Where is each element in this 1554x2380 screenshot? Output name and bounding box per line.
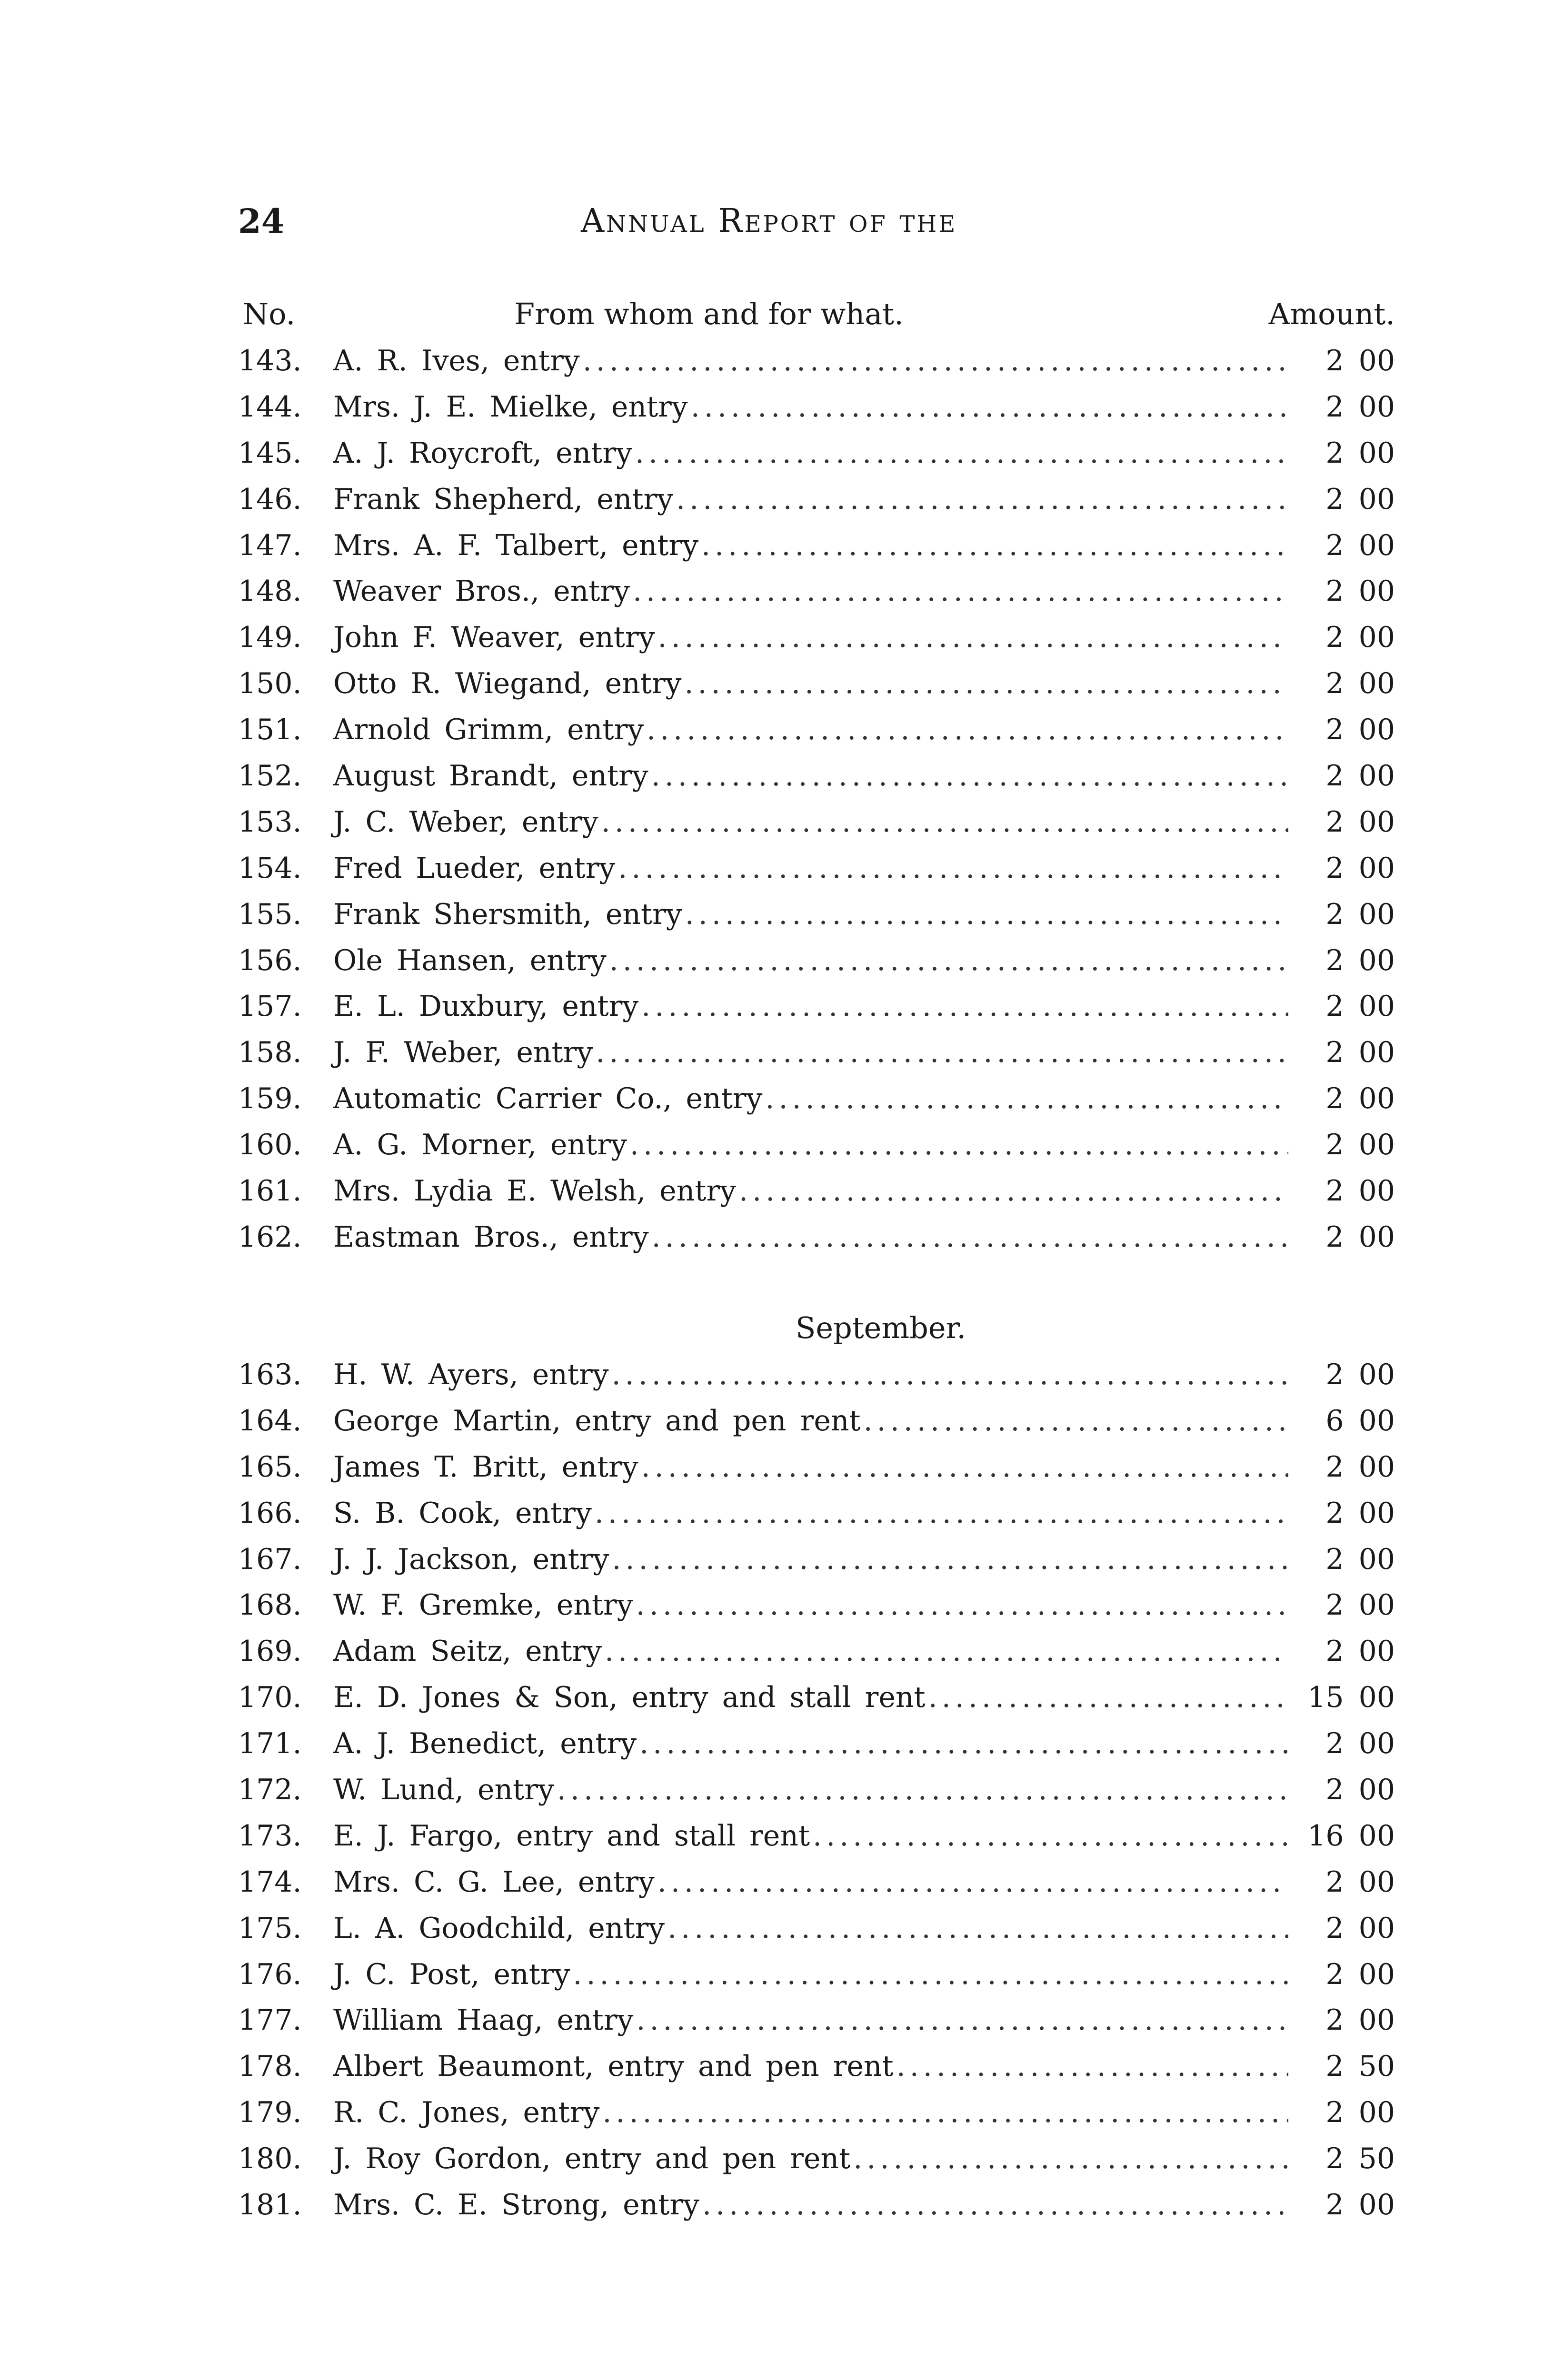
entry-row — [238, 523, 1395, 569]
section-heading: September. — [795, 1310, 966, 1345]
entry-number: 156. — [238, 943, 302, 977]
entry-amount: 2 50 — [1325, 2050, 1395, 2083]
entry-description: Adam Seitz, entry — [333, 1635, 602, 1668]
entry-row — [238, 1997, 1395, 2043]
entry-row — [238, 1952, 1395, 1998]
entry-row — [238, 476, 1395, 523]
entry-amount: 2 00 — [1325, 1174, 1395, 1208]
dot-leader — [651, 753, 1288, 799]
entry-row — [238, 1859, 1395, 1905]
entries-list-before — [238, 338, 1395, 1260]
dot-leader — [633, 568, 1288, 615]
entry-amount: 2 00 — [1325, 621, 1395, 654]
entry-amount: 2 00 — [1325, 390, 1395, 424]
entry-number: 154. — [238, 851, 302, 885]
entry-description: Frank Shersmith, entry — [333, 897, 682, 931]
entry-number: 153. — [238, 805, 302, 839]
dot-leader — [928, 1675, 1288, 1721]
entry-number: 159. — [238, 1082, 302, 1116]
entry-description: J. J. Jackson, entry — [333, 1542, 609, 1576]
dot-leader — [667, 1905, 1288, 1952]
entry-row — [238, 845, 1395, 892]
entry-number: 147. — [238, 528, 302, 562]
entry-description: Albert Beaumont, entry and pen rent — [333, 2050, 894, 2083]
dot-leader — [813, 1813, 1288, 1859]
entry-amount: 2 50 — [1325, 2142, 1395, 2176]
entry-amount: 2 00 — [1325, 805, 1395, 839]
entry-number: 170. — [238, 1681, 302, 1715]
dot-leader — [897, 2043, 1288, 2090]
entry-number: 160. — [238, 1128, 302, 1162]
entry-description: H. W. Ayers, entry — [333, 1358, 609, 1391]
column-header-row — [238, 290, 1395, 338]
column-header-no: No. — [243, 297, 296, 331]
running-title: Annual Report of the — [581, 202, 957, 240]
entry-row — [238, 338, 1395, 384]
entry-amount: 2 00 — [1325, 528, 1395, 562]
entry-description: Mrs. J. E. Mielke, entry — [333, 390, 688, 424]
entry-description: John F. Weaver, entry — [333, 621, 655, 654]
entry-amount: 2 00 — [1325, 575, 1395, 608]
entry-amount: 2 00 — [1325, 344, 1395, 377]
entry-description: Mrs. A. F. Talbert, entry — [333, 528, 698, 562]
entry-description: J. C. Weber, entry — [333, 805, 598, 839]
entry-number: 169. — [238, 1635, 302, 1668]
entry-amount: 2 00 — [1325, 759, 1395, 793]
dot-leader — [701, 523, 1288, 569]
column-header-description: From whom and for what. — [514, 297, 904, 331]
entry-amount: 2 00 — [1325, 897, 1395, 931]
entry-row — [238, 1813, 1395, 1859]
entry-amount: 16 00 — [1307, 1819, 1395, 1853]
entry-row — [238, 983, 1395, 1030]
dot-leader — [557, 1767, 1288, 1813]
entry-description: W. F. Gremke, entry — [333, 1588, 633, 1622]
entry-row — [238, 1030, 1395, 1076]
entry-description: L. A. Goodchild, entry — [333, 1911, 665, 1945]
entry-row — [238, 1582, 1395, 1628]
entry-number: 167. — [238, 1542, 302, 1576]
entry-row — [238, 615, 1395, 661]
entry-description: J. Roy Gordon, entry and pen rent — [333, 2142, 851, 2176]
entry-row — [238, 2182, 1395, 2228]
entry-row — [238, 1721, 1395, 1767]
entry-description: Mrs. Lydia E. Welsh, entry — [333, 1174, 737, 1208]
entry-number: 145. — [238, 436, 302, 470]
dot-leader — [685, 892, 1288, 938]
entry-row — [238, 1352, 1395, 1398]
entry-row — [238, 1537, 1395, 1583]
entry-number: 151. — [238, 713, 302, 747]
entry-amount: 2 00 — [1325, 1542, 1395, 1576]
dot-leader — [641, 983, 1288, 1030]
dot-leader — [609, 938, 1288, 984]
dot-leader — [573, 1952, 1288, 1998]
dot-leader — [635, 430, 1288, 476]
entry-description: A. J. Roycroft, entry — [333, 436, 632, 470]
entry-amount: 2 00 — [1325, 482, 1395, 516]
entry-description: E. L. Duxbury, entry — [333, 990, 639, 1023]
entry-row — [238, 1490, 1395, 1537]
column-header-amount: Amount. — [1268, 297, 1395, 331]
dot-leader — [595, 1490, 1288, 1537]
entry-number: 179. — [238, 2096, 302, 2130]
dot-leader — [658, 615, 1289, 661]
entry-number: 146. — [238, 482, 302, 516]
entry-amount: 2 00 — [1325, 1036, 1395, 1070]
entry-amount: 2 00 — [1325, 1727, 1395, 1761]
entry-row — [238, 892, 1395, 938]
entry-number: 178. — [238, 2050, 302, 2083]
entry-amount: 2 00 — [1325, 1082, 1395, 1116]
dot-leader — [691, 384, 1288, 430]
dot-leader — [636, 1997, 1288, 2043]
dot-leader — [636, 1582, 1288, 1628]
entry-row — [238, 568, 1395, 615]
entry-description: A. J. Benedict, entry — [333, 1727, 637, 1761]
entry-number: 181. — [238, 2188, 302, 2222]
entry-description: Ole Hansen, entry — [333, 943, 607, 977]
entry-description: Weaver Bros., entry — [333, 575, 630, 608]
entry-row — [238, 938, 1395, 984]
entry-amount: 2 00 — [1325, 990, 1395, 1023]
entry-description: E. J. Fargo, entry and stall rent — [333, 1819, 810, 1853]
entry-amount: 2 00 — [1325, 2188, 1395, 2222]
dot-leader — [684, 661, 1288, 707]
entry-amount: 2 00 — [1325, 713, 1395, 747]
entry-amount: 2 00 — [1325, 1128, 1395, 1162]
dot-leader — [853, 2136, 1288, 2182]
entry-number: 175. — [238, 1911, 302, 1945]
entry-amount: 2 00 — [1325, 851, 1395, 885]
entry-row — [238, 753, 1395, 799]
dot-leader — [596, 1030, 1288, 1076]
entry-number: 150. — [238, 667, 302, 701]
entry-description: August Brandt, entry — [333, 759, 648, 793]
dot-leader — [652, 1214, 1288, 1260]
entry-number: 172. — [238, 1773, 302, 1807]
entry-description: A. G. Morner, entry — [333, 1128, 627, 1162]
entry-description: Eastman Bros., entry — [333, 1220, 649, 1254]
entry-row — [238, 707, 1395, 753]
entry-row — [238, 1675, 1395, 1721]
dot-leader — [605, 1628, 1288, 1675]
entry-number: 157. — [238, 990, 302, 1023]
dot-leader — [601, 799, 1288, 845]
dot-leader — [641, 1444, 1288, 1490]
entry-amount: 2 00 — [1325, 1957, 1395, 1991]
dot-leader — [739, 1168, 1288, 1214]
dot-leader — [702, 2182, 1288, 2228]
entry-description: E. D. Jones & Son, entry and stall rent — [333, 1681, 926, 1715]
entry-amount: 2 00 — [1325, 1358, 1395, 1391]
entry-row — [238, 1444, 1395, 1490]
dot-leader — [639, 1721, 1288, 1767]
entry-description: A. R. Ives, entry — [333, 344, 580, 377]
dot-leader — [676, 476, 1288, 523]
entry-amount: 2 00 — [1325, 1635, 1395, 1668]
entry-number: 180. — [238, 2142, 302, 2176]
entry-number: 177. — [238, 2003, 302, 2037]
entry-amount: 2 00 — [1325, 436, 1395, 470]
dot-leader — [618, 845, 1288, 892]
entry-row — [238, 1767, 1395, 1813]
dot-leader — [765, 1076, 1288, 1122]
entry-number: 173. — [238, 1819, 302, 1853]
entry-description: J. F. Weber, entry — [333, 1036, 593, 1070]
entry-amount: 15 00 — [1307, 1681, 1395, 1715]
dot-leader — [583, 338, 1288, 384]
running-head — [238, 193, 1395, 250]
entry-row — [238, 661, 1395, 707]
entry-description: George Martin, entry and pen rent — [333, 1404, 861, 1438]
entry-row — [238, 2136, 1395, 2182]
entry-description: Arnold Grimm, entry — [333, 713, 644, 747]
entry-description: S. B. Cook, entry — [333, 1496, 592, 1530]
entry-number: 164. — [238, 1404, 302, 1438]
page-number: 24 — [238, 201, 285, 241]
entry-row — [238, 384, 1395, 430]
entry-amount: 6 00 — [1325, 1404, 1395, 1438]
entry-amount: 2 00 — [1325, 1865, 1395, 1899]
entry-amount: 2 00 — [1325, 2003, 1395, 2037]
entry-number: 152. — [238, 759, 302, 793]
dot-leader — [657, 1859, 1288, 1905]
dot-leader — [602, 2090, 1288, 2136]
dot-leader — [630, 1122, 1288, 1168]
entry-number: 161. — [238, 1174, 302, 1208]
entry-description: William Haag, entry — [333, 2003, 634, 2037]
entry-number: 155. — [238, 897, 302, 931]
entry-description: Fred Lueder, entry — [333, 851, 616, 885]
entry-number: 144. — [238, 390, 302, 424]
entry-number: 171. — [238, 1727, 302, 1761]
entry-number: 174. — [238, 1865, 302, 1899]
entry-number: 176. — [238, 1957, 302, 1991]
entry-number: 158. — [238, 1036, 302, 1070]
entry-row — [238, 799, 1395, 845]
entry-row — [238, 1168, 1395, 1214]
entries-list-after — [238, 1352, 1395, 2228]
entry-number: 162. — [238, 1220, 302, 1254]
entry-description: J. C. Post, entry — [333, 1957, 570, 1991]
entry-amount: 2 00 — [1325, 1773, 1395, 1807]
entry-description: Otto R. Wiegand, entry — [333, 667, 682, 701]
entry-description: Mrs. C. G. Lee, entry — [333, 1865, 655, 1899]
dot-leader — [612, 1537, 1288, 1583]
entry-row — [238, 1398, 1395, 1444]
entry-row — [238, 1905, 1395, 1952]
entry-number: 148. — [238, 575, 302, 608]
dot-leader — [612, 1352, 1288, 1398]
entry-number: 143. — [238, 344, 302, 377]
entry-number: 168. — [238, 1588, 302, 1622]
dot-leader — [647, 707, 1288, 753]
entry-row — [238, 1214, 1395, 1260]
entry-row — [238, 1076, 1395, 1122]
entry-amount: 2 00 — [1325, 1911, 1395, 1945]
dot-leader — [864, 1398, 1288, 1444]
entry-amount: 2 00 — [1325, 667, 1395, 701]
entry-description: Mrs. C. E. Strong, entry — [333, 2188, 699, 2222]
entry-row — [238, 430, 1395, 476]
entry-amount: 2 00 — [1325, 2096, 1395, 2130]
entry-row — [238, 1628, 1395, 1675]
entry-description: W. Lund, entry — [333, 1773, 554, 1807]
entry-row — [238, 1122, 1395, 1168]
entry-description: Frank Shepherd, entry — [333, 482, 674, 516]
entry-amount: 2 00 — [1325, 1588, 1395, 1622]
entry-number: 165. — [238, 1450, 302, 1484]
entry-number: 166. — [238, 1496, 302, 1530]
entry-description: R. C. Jones, entry — [333, 2096, 600, 2130]
entry-amount: 2 00 — [1325, 943, 1395, 977]
entry-row — [238, 2043, 1395, 2090]
entry-description: James T. Britt, entry — [333, 1450, 638, 1484]
entry-number: 163. — [238, 1358, 302, 1391]
entry-amount: 2 00 — [1325, 1450, 1395, 1484]
entry-amount: 2 00 — [1325, 1220, 1395, 1254]
entry-description: Automatic Carrier Co., entry — [333, 1082, 763, 1116]
entry-row — [238, 2090, 1395, 2136]
entry-amount: 2 00 — [1325, 1496, 1395, 1530]
entry-number: 149. — [238, 621, 302, 654]
